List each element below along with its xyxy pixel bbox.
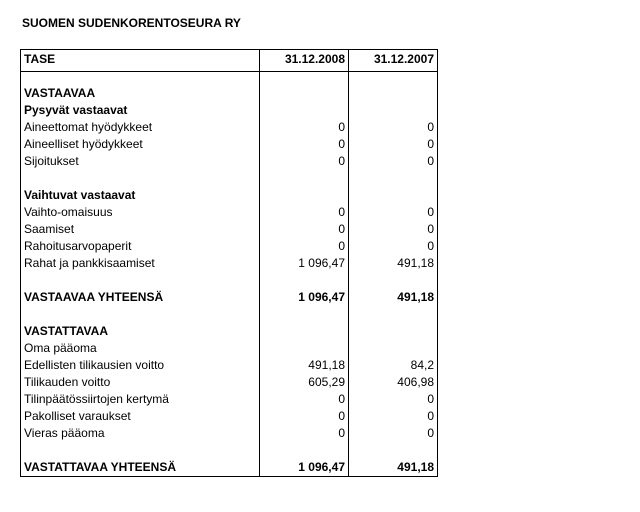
row-value-2007: 0 bbox=[349, 204, 438, 221]
row-label bbox=[21, 72, 260, 86]
table-row bbox=[21, 374, 438, 391]
row-value-2008: 491,18 bbox=[260, 357, 349, 374]
row-value-2007 bbox=[349, 170, 438, 187]
row-value-2008 bbox=[260, 187, 349, 204]
row-label: Vaihtuvat vastaavat bbox=[21, 187, 260, 204]
row-value-2008: 0 bbox=[260, 238, 349, 255]
row-value-2008: 0 bbox=[260, 136, 349, 153]
header-2008: 31.12.2008 bbox=[260, 50, 349, 72]
row-label: Rahoitusarvopaperit bbox=[21, 238, 260, 255]
row-value-2008 bbox=[260, 102, 349, 119]
row-value-2007: 491,18 bbox=[349, 289, 438, 306]
row-label bbox=[21, 170, 260, 187]
row-value-2007 bbox=[349, 306, 438, 323]
row-value-2007: 0 bbox=[349, 408, 438, 425]
row-value-2008: 0 bbox=[260, 153, 349, 170]
row-label: Vieras pääoma bbox=[21, 425, 260, 442]
section-heading-liabilities bbox=[21, 323, 438, 340]
row-value-2007: 0 bbox=[349, 425, 438, 442]
spacer-row bbox=[21, 170, 438, 187]
row-value-2007 bbox=[349, 272, 438, 289]
row-label: VASTATTAVAA YHTEENSÄ bbox=[21, 459, 260, 477]
row-label: Pysyvät vastaavat bbox=[21, 102, 260, 119]
row-label: VASTAAVAA YHTEENSÄ bbox=[21, 289, 260, 306]
row-label: Sijoitukset bbox=[21, 153, 260, 170]
row-label bbox=[21, 442, 260, 459]
row-label: Oma pääoma bbox=[21, 340, 260, 357]
table-row bbox=[21, 204, 438, 221]
row-value-2008: 0 bbox=[260, 221, 349, 238]
row-value-2008: 1 096,47 bbox=[260, 255, 349, 272]
row-value-2008 bbox=[260, 340, 349, 357]
row-value-2008: 0 bbox=[260, 119, 349, 136]
row-value-2007: 84,2 bbox=[349, 357, 438, 374]
total-assets-row bbox=[21, 289, 438, 306]
table-row bbox=[21, 255, 438, 272]
table-row bbox=[21, 136, 438, 153]
table-row bbox=[21, 408, 438, 425]
row-value-2007 bbox=[349, 340, 438, 357]
table-row bbox=[21, 238, 438, 255]
table-row bbox=[21, 425, 438, 442]
row-value-2007: 0 bbox=[349, 119, 438, 136]
row-value-2008 bbox=[260, 323, 349, 340]
row-value-2007: 0 bbox=[349, 136, 438, 153]
table-row bbox=[21, 357, 438, 374]
row-label: VASTAAVAA bbox=[21, 85, 260, 102]
row-value-2007 bbox=[349, 442, 438, 459]
row-label bbox=[21, 306, 260, 323]
table-row bbox=[21, 119, 438, 136]
row-value-2008: 605,29 bbox=[260, 374, 349, 391]
row-value-2007 bbox=[349, 187, 438, 204]
table-row bbox=[21, 221, 438, 238]
row-value-2008: 0 bbox=[260, 408, 349, 425]
row-value-2007: 0 bbox=[349, 391, 438, 408]
header-label: TASE bbox=[21, 50, 260, 72]
row-value-2008 bbox=[260, 170, 349, 187]
row-value-2008: 0 bbox=[260, 425, 349, 442]
row-value-2007: 406,98 bbox=[349, 374, 438, 391]
row-value-2007: 0 bbox=[349, 153, 438, 170]
row-value-2007: 491,18 bbox=[349, 459, 438, 477]
row-label: Edellisten tilikausien voitto bbox=[21, 357, 260, 374]
spacer-row bbox=[21, 272, 438, 289]
row-value-2007 bbox=[349, 72, 438, 86]
subheading-current-assets bbox=[21, 187, 438, 204]
section-heading-assets bbox=[21, 85, 438, 102]
row-value-2007: 0 bbox=[349, 221, 438, 238]
row-label: Aineelliset hyödykkeet bbox=[21, 136, 260, 153]
row-value-2008: 0 bbox=[260, 204, 349, 221]
row-value-2008 bbox=[260, 442, 349, 459]
row-label bbox=[21, 272, 260, 289]
table-header-row bbox=[21, 50, 438, 72]
row-label: Tilinpäätössiirtojen kertymä bbox=[21, 391, 260, 408]
table-row bbox=[21, 391, 438, 408]
row-label: Pakolliset varaukset bbox=[21, 408, 260, 425]
row-value-2008: 1 096,47 bbox=[260, 289, 349, 306]
row-value-2007: 0 bbox=[349, 238, 438, 255]
row-value-2008: 0 bbox=[260, 391, 349, 408]
row-value-2007 bbox=[349, 85, 438, 102]
row-value-2008 bbox=[260, 72, 349, 86]
balance-sheet-table bbox=[20, 49, 438, 477]
row-value-2007 bbox=[349, 323, 438, 340]
row-label: Saamiset bbox=[21, 221, 260, 238]
row-label: Vaihto-omaisuus bbox=[21, 204, 260, 221]
table-row bbox=[21, 340, 438, 357]
spacer-row bbox=[21, 306, 438, 323]
spacer-row bbox=[21, 442, 438, 459]
row-label: Aineettomat hyödykkeet bbox=[21, 119, 260, 136]
organization-title: SUOMEN SUDENKORENTOSEURA RY bbox=[22, 16, 241, 30]
row-value-2008: 1 096,47 bbox=[260, 459, 349, 477]
row-label: VASTATTAVAA bbox=[21, 323, 260, 340]
row-label: Rahat ja pankkisaamiset bbox=[21, 255, 260, 272]
table-row bbox=[21, 153, 438, 170]
header-2007: 31.12.2007 bbox=[349, 50, 438, 72]
subheading-fixed-assets bbox=[21, 102, 438, 119]
row-value-2008 bbox=[260, 85, 349, 102]
row-value-2008 bbox=[260, 272, 349, 289]
row-value-2007 bbox=[349, 102, 438, 119]
row-value-2008 bbox=[260, 306, 349, 323]
row-label: Tilikauden voitto bbox=[21, 374, 260, 391]
spacer-row bbox=[21, 72, 438, 86]
total-liabilities-row bbox=[21, 459, 438, 477]
row-value-2007: 491,18 bbox=[349, 255, 438, 272]
